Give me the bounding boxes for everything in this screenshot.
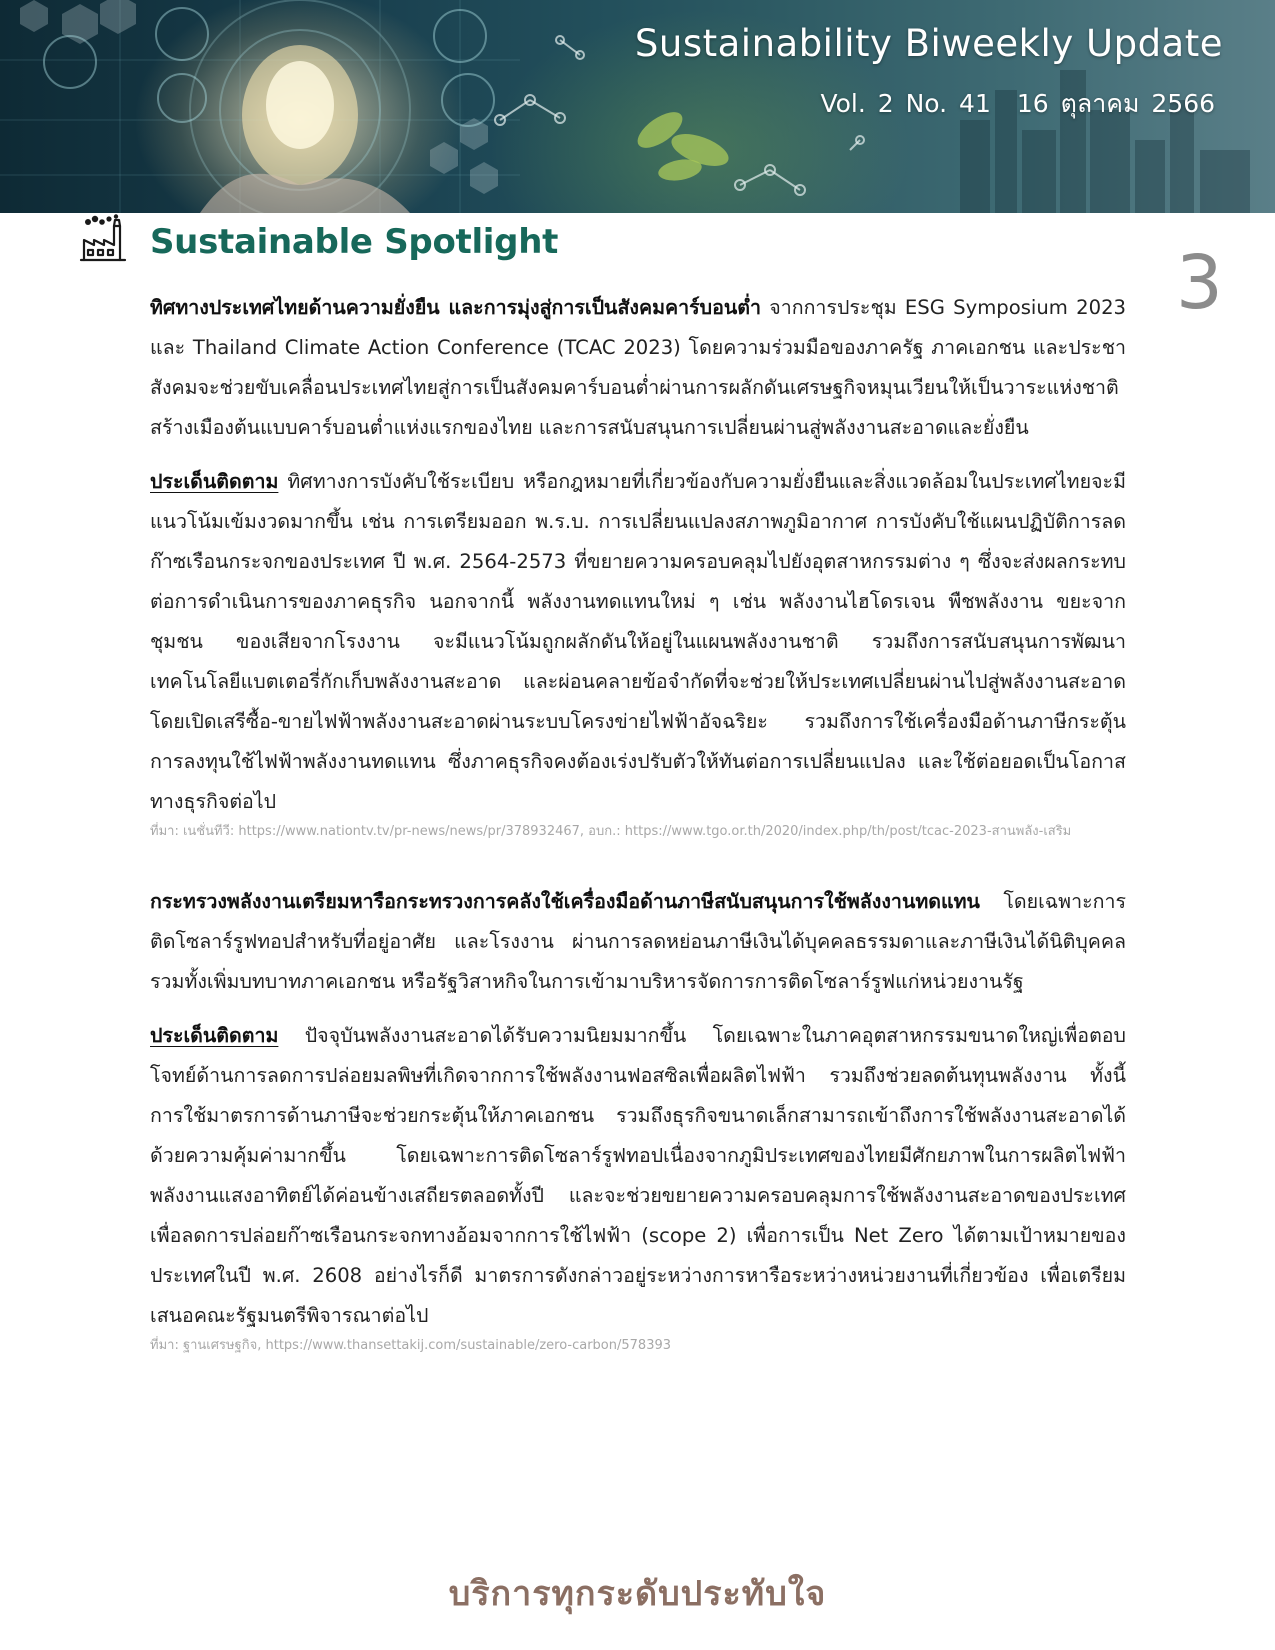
article-1-source: ที่มา: เนชั่นทีวี: https://www.nationtv.tv/pr-news/news/pr/378932467, อบก.: https://www.tgo.or.th/2020/index.php/th/post/tcac-2023-สานพลัง-เสริม <box>150 824 1072 839</box>
page-number: 3 <box>1175 240 1223 326</box>
article-content <box>150 288 1126 1356</box>
article-2-headline: กระทรวงพลังงานเตรียมหารือกระทรวงการคลังใช้เครื่องมือด้านภาษีสนับสนุนการใช้พลังงานทดแทน <box>150 890 980 913</box>
header-banner <box>0 0 1275 213</box>
newsletter-title: Sustainability Biweekly Update <box>634 22 1223 65</box>
issue-info <box>820 84 1215 124</box>
section-title: Sustainable Spotlight <box>150 222 559 262</box>
article-1-headline: ทิศทางประเทศไทยด้านความยั่งยืน และการมุ่งสู่การเป็นสังคมคาร์บอนต่ำ <box>150 296 761 319</box>
issue-date: 16 ตุลาคม 2566 <box>1016 89 1215 118</box>
article-1-followup <box>150 462 1126 822</box>
article-1-summary: จากการประชุม ESG Symposium 2023 และ Thailand Climate Action Conference (TCAC 2023) โดยความร่วมมือของภาครัฐ ภาคเอกชน และประชาสังคมจะช่วยขับเคลื่อนประเทศไทยสู่การเป็นสังคมคาร์บอนต่ำผ่านการผลักดันเศรษฐกิจหมุนเวียนให้เป็นวาระแห่งชาติ สร้างเมืองต้นแบบคาร์บอนต่ำแห่งแรกของไทย และการสนับสนุนการเปลี่ยนผ่านสู่พลังงานสะอาดและยั่งยืน <box>150 296 1126 439</box>
followup-label: ประเด็นติดตาม <box>150 470 279 493</box>
article-2-followup-text: ปัจจุบันพลังงานสะอาดได้รับความนิยมมากขึ้น โดยเฉพาะในภาคอุตสาหกรรมขนาดใหญ่เพื่อตอบโจทย์ด้านการลดการปล่อยมลพิษที่เกิดจากการใช้พลังงานฟอสซิลเพื่อผลิตไฟฟ้า รวมถึงช่วยลดต้นทุนพลังงาน ทั้งนี้ การใช้มาตรการด้านภาษีจะช่วยกระตุ้นให้ภาคเอกชน รวมถึงธุรกิจขนาดเล็กสามารถเข้าถึงการใช้พลังงานสะอาดได้ด้วยความคุ้มค่ามากขึ้น โดยเฉพาะการติดโซลาร์รูฟทอปเนื่องจากภูมิประเทศของไทยมีศักยภาพในการผลิตไฟฟ้าพลังงานแสงอาทิตย์ได้ค่อนข้างเสถียรตลอดทั้งปี และจะช่วยขยายความครอบคลุมการใช้พลังงานสะอาดของประเทศเพื่อลดการปล่อยก๊าซเรือนกระจกทางอ้อมจากการใช้ไฟฟ้า (scope 2) เพื่อการเป็น Net Zero ได้ตามเป้าหมายของประเทศในปี พ.ศ. 2608 อย่างไรก็ดี มาตรการดังกล่าวอยู่ระหว่างการหารือระหว่างหน่วยงานที่เกี่ยวข้อง เพื่อเตรียมเสนอคณะรัฐมนตรีพิจารณาต่อไป <box>150 1024 1126 1327</box>
article-1-followup-text: ทิศทางการบังคับใช้ระเบียบ หรือกฎหมายที่เกี่ยวข้องกับความยั่งยืนและสิ่งแวดล้อมในประเทศไทยจะมีแนวโน้มเข้มงวดมากขึ้น เช่น การเตรียมออก พ.ร.บ. การเปลี่ยนแปลงสภาพภูมิอากาศ การบังคับใช้แผนปฏิบัติการลดก๊าซเรือนกระจกของประเทศ ปี พ.ศ. 2564-2573 ที่ขยายความครอบคลุมไปยังอุตสาหกรรมต่าง ๆ ซึ่งจะส่งผลกระทบต่อการดำเนินการของภาคธุรกิจ นอกจากนี้ พลังงานทดแทนใหม่ ๆ เช่น พลังงานไฮโดรเจน พืชพลังงาน ขยะจากชุมชน ของเสียจากโรงงาน จะมีแนวโน้มถูกผลักดันให้อยู่ในแผนพลังงานชาติ รวมถึงการสนับสนุนการพัฒนาเทคโนโลยีแบตเตอรี่กักเก็บพลังงานสะอาด และผ่อนคลายข้อจำกัดที่จะช่วยให้ประเทศเปลี่ยนผ่านไปสู่พลังงานสะอาดโดยเปิดเสรีซื้อ-ขายไฟฟ้าพลังงานสะอาดผ่านระบบโครงข่ายไฟฟ้าอัจฉริยะ รวมถึงการใช้เครื่องมือด้านภาษีกระตุ้นการลงทุนใช้ไฟฟ้าพลังงานทดแทน ซึ่งภาคธุรกิจคงต้องเร่งปรับตัวให้ทันต่อการเปลี่ยนแปลง และใช้ต่อยอดเป็นโอกาสทางธุรกิจต่อไป <box>150 470 1126 813</box>
article-2-summary: โดยเฉพาะการติดโซลาร์รูฟทอปสำหรับที่อยู่อาศัย และโรงงาน ผ่านการลดหย่อนภาษีเงินได้บุคคลธรรมดาและภาษีเงินได้นิติบุคคล รวมทั้งเพิ่มบทบาทภาคเอกชน หรือรัฐวิสาหกิจในการเข้ามาบริหารจัดการการติดโซลาร์รูฟแก่หน่วยงานรัฐ <box>150 890 1126 993</box>
article-2-source: ที่มา: ฐานเศรษฐกิจ, https://www.thansettakij.com/sustainable/zero-carbon/578393 <box>150 1338 672 1353</box>
footer-slogan: บริการทุกระดับประทับใจ <box>448 1574 827 1614</box>
factory-icon <box>78 214 128 264</box>
article-2-lead <box>150 882 1126 1002</box>
volume-number: Vol. 2 No. 41 <box>820 89 991 118</box>
followup-label: ประเด็นติดตาม <box>150 1024 279 1047</box>
article-2-followup <box>150 1016 1126 1336</box>
article-1-lead <box>150 288 1126 448</box>
